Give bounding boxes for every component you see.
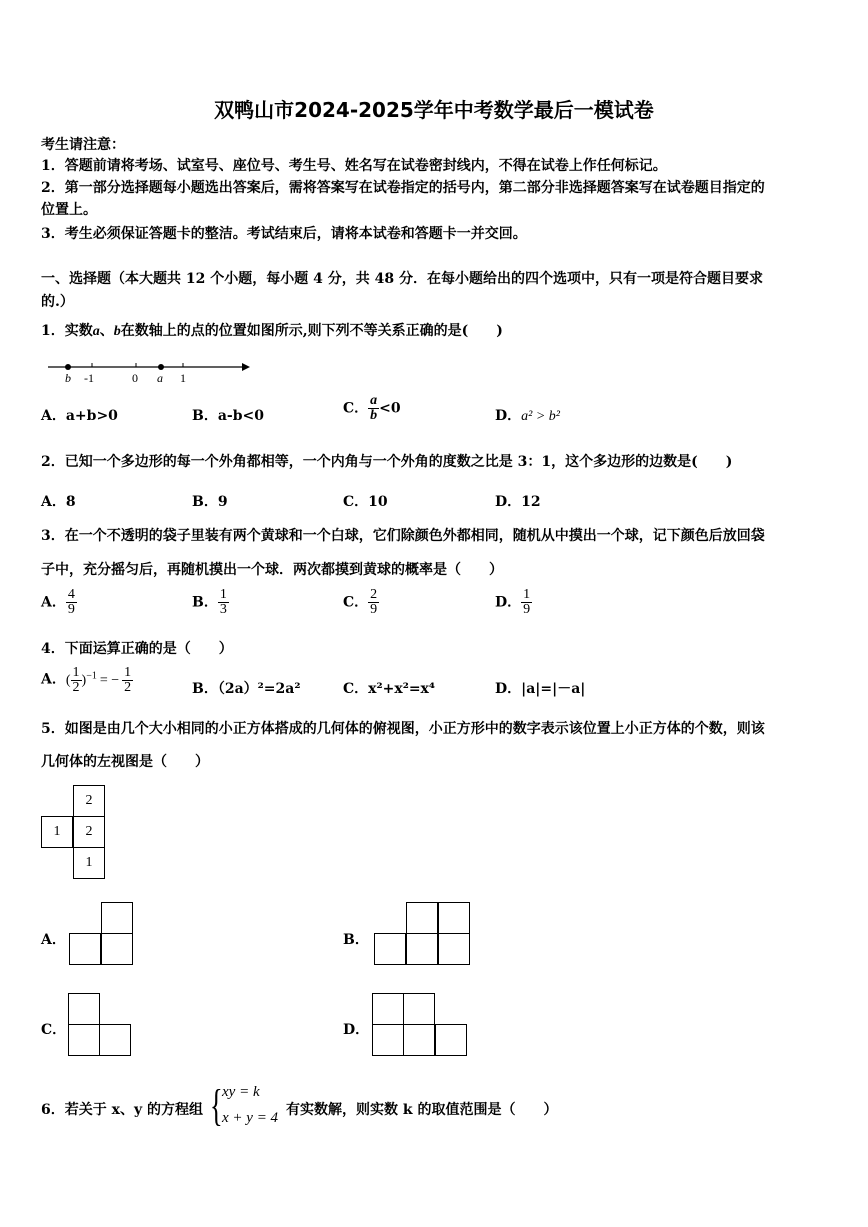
- q2-option-a[interactable]: A．8: [41, 494, 76, 510]
- q1-d-label: D．: [495, 408, 522, 424]
- section-heading-cont: 的.）: [41, 294, 74, 310]
- q1-c-num: a: [370, 393, 378, 408]
- q1-d-expr: a² > b²: [521, 409, 560, 424]
- q2-stem: 2．已知一个多边形的每一个外角都相等，一个内角与一个外角的度数之比是 3：1，这个多边形的边数是( ): [41, 454, 733, 470]
- q3-c-label: C．: [343, 594, 369, 611]
- q3-b-label: B．: [192, 594, 218, 611]
- q2-option-b[interactable]: B．9: [192, 494, 228, 510]
- q5-option-c-label[interactable]: C．: [41, 1022, 67, 1038]
- q4-a-close: ): [81, 672, 87, 688]
- q3-option-d[interactable]: [495, 588, 532, 617]
- q1-c-den: b: [370, 408, 378, 423]
- q3-c-den: 9: [370, 602, 378, 617]
- q1-option-c[interactable]: [343, 394, 401, 423]
- q5-option-a-label[interactable]: A．: [41, 932, 66, 948]
- square: [68, 1024, 100, 1056]
- q3-a-num: 4: [67, 587, 75, 602]
- q3-a-fraction: [66, 588, 77, 617]
- square: [68, 993, 100, 1025]
- q3-b-num: 1: [219, 587, 227, 602]
- q4-a-exp: −1: [86, 670, 97, 682]
- q3-stem-2: 子中，充分摇匀后，再随机摸出一个球．两次都摸到黄球的概率是（ ）: [41, 562, 503, 578]
- label-b: b: [65, 371, 71, 385]
- q5-option-b-label[interactable]: B．: [343, 932, 369, 948]
- label-a: a: [157, 371, 163, 385]
- square: [99, 1024, 131, 1056]
- q3-option-c[interactable]: [343, 588, 379, 617]
- q4-option-d[interactable]: D．|a|=|－a|: [495, 681, 586, 697]
- q4-a-rfrac: [122, 666, 133, 695]
- grid-cell-bottom: 1: [73, 847, 105, 879]
- q3-a-label: A．: [41, 594, 66, 611]
- label-1: 1: [180, 371, 186, 385]
- square: [438, 902, 470, 934]
- label-neg1: -1: [84, 371, 94, 385]
- q4-option-c[interactable]: C．x²+x²=x⁴: [343, 681, 436, 697]
- q1-stem: [41, 320, 503, 340]
- q3-d-den: 9: [523, 602, 531, 617]
- square: [101, 902, 133, 934]
- q1-sep: 、: [99, 323, 114, 339]
- notice-heading: 考生请注意：: [41, 137, 125, 153]
- point-a: [158, 364, 164, 370]
- q1-option-b[interactable]: B．a-b<0: [192, 408, 264, 424]
- page-title: 双鸭山市2024-2025学年中考数学最后一模试卷: [214, 98, 654, 122]
- q1-var-a: a: [92, 324, 100, 339]
- q4-a-frac: [71, 666, 82, 695]
- q1-post: 在数轴上的点的位置如图所示,则下列不等关系正确的是( ): [120, 323, 503, 339]
- q4-a-den: 2: [72, 680, 80, 695]
- q1-c-tail: <0: [379, 400, 401, 417]
- q1-option-a[interactable]: A．a+b>0: [41, 408, 118, 424]
- grid-cell-top: 2: [73, 785, 105, 817]
- grid-cell-left: 1: [41, 816, 73, 848]
- q6-brace: {: [210, 1081, 223, 1130]
- square: [372, 993, 404, 1025]
- q6-stem-pre: 6．若关于 x、y 的方程组: [41, 1102, 203, 1118]
- q1-var-b: b: [113, 324, 121, 339]
- q4-a-eq: = −: [99, 672, 120, 688]
- q4-a-open: (: [65, 672, 71, 688]
- q4-option-a[interactable]: [41, 666, 133, 695]
- q3-d-fraction: [521, 588, 532, 617]
- q5-stem-1: 5．如图是由几个大小相同的小正方体搭成的几何体的俯视图，小正方形中的数字表示该位置上小正方体的个数，则该: [41, 721, 765, 737]
- q3-d-label: D．: [495, 594, 522, 611]
- notice-line-2b: 位置上。: [41, 202, 97, 218]
- q2-option-d[interactable]: D．12: [495, 494, 541, 510]
- q2-option-c[interactable]: C．10: [343, 494, 388, 510]
- q1-number-line: [44, 356, 254, 386]
- square: [435, 1024, 467, 1056]
- notice-line-1: 1．答题前请将考场、试室号、座位号、考生号、姓名写在试卷密封线内，不得在试卷上作任何标记。: [41, 158, 667, 174]
- q3-c-num: 2: [370, 587, 378, 602]
- q3-d-num: 1: [523, 587, 531, 602]
- section-heading: 一、选择题（本大题共 12 个小题，每小题 4 分，共 48 分．在每小题给出的四个选项中，只有一项是符合题目要求: [41, 271, 763, 287]
- square: [403, 993, 435, 1025]
- q4-option-b[interactable]: B．（2a）²=2a²: [192, 681, 301, 697]
- q3-option-a[interactable]: [41, 588, 77, 617]
- square: [101, 933, 133, 965]
- square: [69, 933, 101, 965]
- q1-pre: 1．实数: [41, 323, 93, 339]
- q3-b-fraction: [218, 588, 229, 617]
- square: [406, 902, 438, 934]
- q3-c-fraction: [368, 588, 379, 617]
- q6-equation-1: xy = k: [222, 1084, 260, 1100]
- q3-a-den: 9: [67, 602, 75, 617]
- q3-b-den: 3: [219, 602, 227, 617]
- q6-equation-2: x + y = 4: [222, 1110, 279, 1126]
- q3-stem-1: 3．在一个不透明的袋子里装有两个黄球和一个白球，它们除颜色外都相同，随机从中摸出一个球，记下颜色后放回袋: [41, 528, 765, 544]
- q4-a-rnum: 1: [124, 665, 132, 680]
- q1-option-d[interactable]: [495, 405, 560, 425]
- square: [406, 933, 438, 965]
- q5-stem-2: 几何体的左视图是（ ）: [41, 754, 209, 770]
- q4-a-label: A．: [41, 671, 66, 688]
- notice-line-2: 2．第一部分选择题每小题选出答案后，需将答案写在试卷指定的括号内，第二部分非选择题答案写在试卷题目指定的: [41, 180, 765, 196]
- q4-stem: 4．下面运算正确的是（ ）: [41, 641, 233, 657]
- square: [372, 1024, 404, 1056]
- label-0: 0: [132, 371, 138, 385]
- grid-cell-center: 2: [73, 816, 105, 848]
- q1-c-fraction: [368, 394, 379, 423]
- square: [403, 1024, 435, 1056]
- q4-a-num: 1: [72, 665, 80, 680]
- q4-a-expr: [65, 665, 133, 695]
- square: [438, 933, 470, 965]
- q6-stem-post: 有实数解，则实数 k 的取值范围是（ ）: [286, 1102, 558, 1118]
- q1-c-label: C．: [343, 400, 369, 417]
- point-b: [65, 364, 71, 370]
- axis-arrow: [242, 363, 250, 371]
- q3-option-b[interactable]: [192, 588, 229, 617]
- q5-option-d-label[interactable]: D．: [343, 1022, 370, 1038]
- square: [374, 933, 406, 965]
- q4-a-rden: 2: [124, 680, 132, 695]
- notice-line-3: 3．考生必须保证答题卡的整洁。考试结束后，请将本试卷和答题卡一并交回。: [41, 226, 527, 242]
